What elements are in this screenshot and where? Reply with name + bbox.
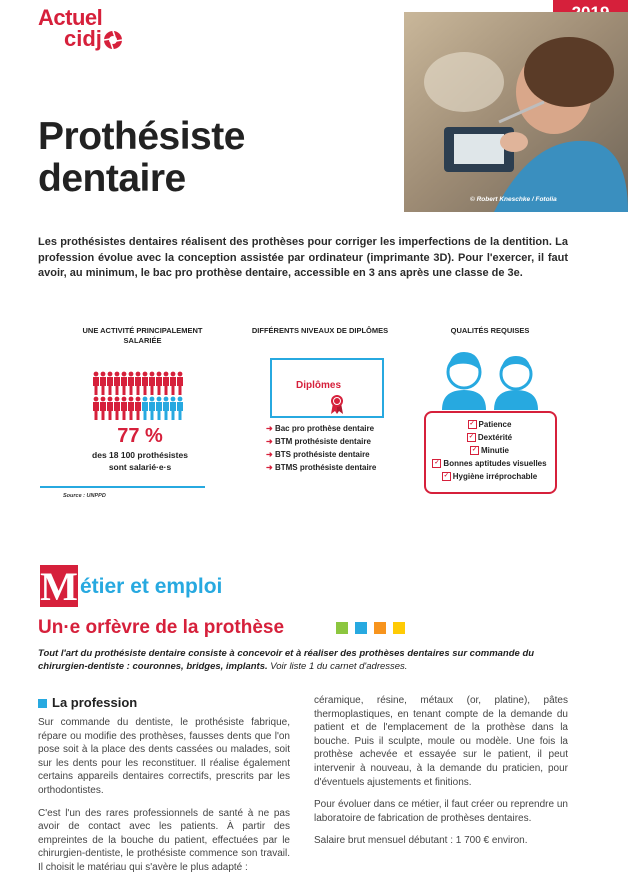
checkbox-icon: ✓ [434,460,440,467]
col1-heading [55,326,230,346]
person-icon [156,397,162,420]
quality-text: Bonnes aptitudes visuelles [443,459,547,468]
list-item [424,418,555,431]
list-item [266,422,376,435]
square-yellow [393,622,405,634]
left-column-text [38,716,290,884]
section-subtitle: Un·e orfèvre de la prothèse [38,617,285,638]
list-item [424,457,555,470]
list-item [424,431,555,444]
quality-text: Patience [478,420,512,429]
person-icon [135,372,141,395]
person-icon [128,372,134,395]
square-blue [355,622,367,634]
person-icon [93,372,99,395]
checkbox-icon: ✓ [471,447,478,454]
source-note: Source : UNPPD [63,493,106,499]
person-icon [107,397,113,420]
col2-heading: DIFFÉRENTS NIVEAUX DE DIPLÔMES [251,326,389,335]
person-icon [163,372,169,395]
diploma-item-text: Bac pro prothèse dentaire [274,424,375,433]
section-title: étier et emploi [80,575,223,598]
section-initial: M [40,564,78,609]
quality-text: Hygiène irréprochable [452,472,538,481]
col1-heading-line2: SALARIÉE [123,336,162,345]
checkbox-icon: ✓ [443,473,449,480]
quality-text: Dextérité [477,433,513,442]
list-item [266,461,376,474]
list-item [424,470,555,483]
col1-heading-line1: UNE ACTIVITÉ PRINCIPALEMENT [82,326,203,335]
qualities-list [424,418,555,483]
list-item [424,444,555,457]
person-icon [163,397,169,420]
lead-reference: Voir liste 1 du carnet d'adresses. [267,661,408,672]
logo-cidj: cidj [64,26,102,51]
checkbox-icon: ✓ [469,421,475,428]
paragraph: Pour évoluer dans ce métier, il faut créer ou reprendre un laboratoire de fabrication de prothèses dentaires. [314,799,568,824]
title-line-1: Prothésiste [38,115,245,158]
intro-text: Les prothésistes dentaires réalisent des prothèses pour corriger les imperfections de la dentition. La profession évolue avec la conception assistée par ordinateur (imprimante 3D). Pour l'exercer, il faut avoir, au minimum, le bac pro prothèse dentaire, accessible en 3 ans après une classe de 3e. [38,236,568,279]
diploma-item-text: BTM prothésiste dentaire [274,437,371,446]
square-green [336,622,348,634]
person-icon [149,372,155,395]
intro-paragraph [38,235,568,282]
arrow-icon: ➜ [266,424,275,433]
person-icon [121,397,127,420]
logo-actuel: Actuel [38,5,103,30]
photo-credit: © Robert Kneschke / Fotolia [470,196,557,203]
salaried-caption-line1: des 18 100 prothésistes [92,450,188,460]
person-icon [177,372,183,395]
person-icon [135,397,141,420]
section-lead [38,647,578,673]
heading-square [38,699,47,708]
arrow-icon: ➜ [266,463,275,472]
arrow-icon: ➜ [266,450,275,459]
col3-heading: QUALITÉS REQUISES [450,326,530,335]
person-icon [100,397,106,420]
title-line-2: dentaire [38,157,186,200]
salaried-caption-line2: sont salarié·e·s [108,462,172,472]
paragraph: Salaire brut mensuel débutant : 1 700 € environ. [314,835,528,847]
arrow-icon: ➜ [266,437,275,446]
person-icon [93,397,99,420]
person-icon [170,397,176,420]
list-item [266,435,376,448]
person-icon [121,372,127,395]
salaried-caption [70,449,210,473]
paragraph: C'est l'un des rares professionnels de santé à ne pas avoir de contact avec les patients. À partir des empreintes de la bouche du patient, effectuées par le chirurgien-dentiste, le prothésiste commence son travail. Il choisit le matériau qui s'avère le plus adapté : [38,807,290,873]
person-icon [177,397,183,420]
person-icon [114,397,120,420]
square-orange [374,622,386,634]
diploma-item-text: BTMS prothésiste dentaire [274,463,377,472]
aperture-icon [103,30,123,50]
person-icon [128,397,134,420]
salaried-percent: 77 % [117,425,163,447]
person-icon [149,397,155,420]
checkbox-icon: ✓ [468,434,474,441]
page-title [38,116,245,200]
person-icon [156,372,162,395]
person-icon [142,372,148,395]
subsection-heading: La profession [52,695,138,710]
right-column-text [314,694,568,857]
seal-icon [328,393,346,415]
paragraph: Sur commande du dentiste, le prothésiste fabrique, répare ou modifie des prothèses, fausses dents que l'on pose soit à la place des dents cassées ou malades, soit sur les dents pour les reconstituer. Il réalise également certains appareils dentaires correctifs, prescrits par les orthodontistes. [38,717,290,796]
divider [40,486,205,488]
diploma-item-text: BTS prothésiste dentaire [274,450,370,459]
list-item [266,448,376,461]
person-icon [107,372,113,395]
person-icon [170,372,176,395]
person-icon [100,372,106,395]
lead-bold: Tout l'art du prothésiste dentaire consiste à concevoir et à réaliser des prothèses dentaires sur commande du chirurgien-dentiste : couronnes, bridges, implants. [38,648,535,672]
quality-text: Minutie [481,446,509,455]
people-icon [92,370,187,422]
two-persons-icon [440,348,540,410]
diploma-label: Diplômes [296,380,342,391]
paragraph: céramique, résine, métaux (or, platine), pâtes thermoplastiques, en tenant compte de la demande du patient et de l'emplacement de la prothèse dans la bouche. Puis il sculpte, moule ou modèle. Une fois la prothèse achevée et essayée sur le patient, il peut intervenir à nouveau, à la demande du praticien, pour d'éventuels ajustements et finitions. [314,695,568,788]
person-icon [114,372,120,395]
person-icon [142,397,148,420]
header-photo [404,12,628,212]
diploma-list [266,422,376,474]
